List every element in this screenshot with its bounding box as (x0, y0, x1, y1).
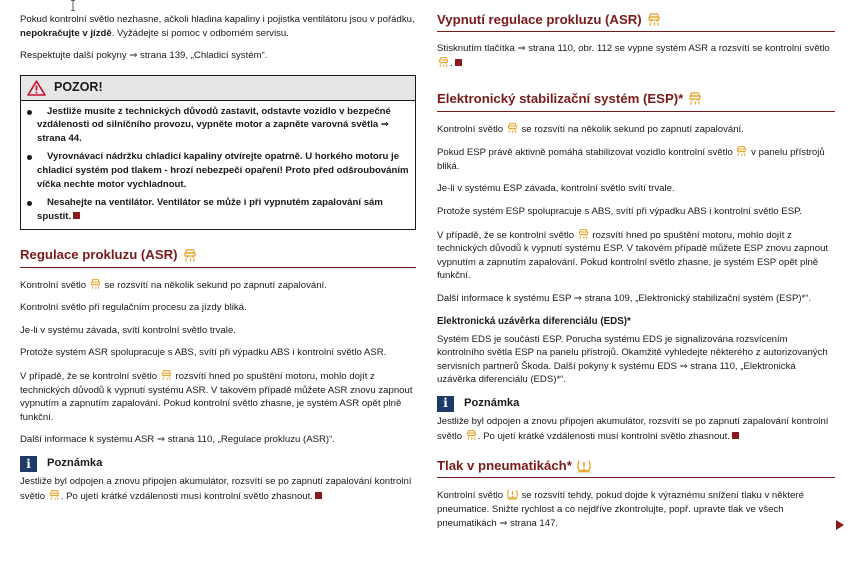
warning-header (21, 76, 415, 101)
right-column (437, 11, 835, 539)
warning-title: POZOR! (54, 79, 103, 94)
left-column (20, 13, 416, 512)
skid-warning-light-icon (646, 12, 662, 27)
info-icon: i (437, 396, 454, 412)
esp-paragraph: Kontrolní světlo se rozsvítí na několik sekund po zapnutí zapalování. (437, 123, 744, 135)
asr-paragraph: V případě, že se kontrolní světlo rozsvítí hned po spuštění motoru, mohlo dojít z technických důvodů k vypnutí systému ASR. V takovém případě můžete ASR znovu zapnout vypnutím a zapnutím zapalování. Pokud kontrolní světlo zhasne, je systém ASR opět plně funkční. (20, 371, 413, 423)
bullet-icon (27, 201, 32, 206)
asr-reference: Další informace k systému ASR ⇒ strana 110, „Regulace prokluzu (ASR)“. (20, 434, 335, 446)
esp-reference: Další informace k systému ESP ⇒ strana 109, „Elektronický stabilizační systém (ESP)*“. (437, 293, 812, 305)
warning-item: Vyrovnávací nádržku chladicí kapaliny otvírejte opatrně. U horkého motoru je chladicí systém pod tlakem - hrozí nebezpečí opaření! Proto před odšroubováním víčka nechte motor vychladnout. (27, 150, 409, 191)
intro-paragraph-2: Respektujte další pokyny ⇒ strana 139, „Chladicí systém“. (20, 50, 268, 62)
tyre-pressure-light-icon (576, 458, 592, 473)
asr-paragraph: Kontrolní světlo při regulačním procesu za jízdy bliká. (20, 302, 247, 314)
section-heading-tyre-pressure: Tlak v pneumatikách* (437, 457, 835, 478)
skid-warning-light-icon (437, 56, 450, 68)
subheading-eds: Elektronická uzávěrka diferenciálu (EDS)* (437, 315, 631, 327)
note-header (20, 456, 416, 472)
section-heading-asr-off: Vypnutí regulace prokluzu (ASR) (437, 11, 835, 32)
skid-warning-light-icon (89, 278, 102, 290)
esp-paragraph: Protože systém ESP spolupracuje s ABS, svítí při výpadku ABS i kontrolní světlo ESP. (437, 205, 802, 217)
next-page-arrow-icon[interactable] (836, 520, 844, 530)
asr-off-paragraph: Stisknutím tlačítka ⇒ strana 110, obr. 112 se vypne systém ASR a rozsvítí se kontrolní světlo . (437, 43, 830, 69)
asr-paragraph: Je-li v systému závada, svítí kontrolní světlo trvale. (20, 324, 236, 336)
warning-item: Jestliže musíte z technických důvodů zastavit, odstavte vozidlo v bezpečné vzdálenosti od silničního provozu, vypněte motor a zapněte varovná světla ⇒ strana 44. (27, 105, 409, 146)
text-cursor-icon (70, 0, 76, 11)
skid-warning-light-icon (506, 122, 519, 134)
asr-paragraph: Kontrolní světlo se rozsvítí na několik sekund po zapnutí zapalování. (20, 279, 327, 291)
esp-paragraph: Je-li v systému ESP závada, kontrolní světlo svítí trvale. (437, 183, 675, 195)
section-heading-esp: Elektronický stabilizační systém (ESP)* (437, 90, 835, 111)
section-end-marker (73, 212, 80, 219)
note-text: Jestliže byl odpojen a znovu připojen akumulátor, rozsvítí se po zapnutí zapalování kontrolní světlo . Po ujetí krátké vzdálenosti musí kontrolní světlo zhasnout. (20, 476, 412, 502)
note-title: Poznámka (464, 397, 520, 410)
skid-warning-light-icon (735, 145, 748, 157)
section-end-marker (732, 432, 739, 439)
warning-box (20, 75, 416, 231)
section-heading-asr: Regulace prokluzu (ASR) (20, 246, 416, 267)
info-icon: i (20, 456, 37, 472)
skid-warning-light-icon (182, 248, 198, 263)
bullet-icon (27, 110, 32, 115)
note-text: Jestliže byl odpojen a znovu připojen akumulátor, rozsvítí se po zapnutí zapalování kontrolní světlo . Po ujetí krátké vzdálenosti musí kontrolní světlo zhasnout. (437, 415, 829, 442)
warning-item: Nesahejte na ventilátor. Ventilátor se může i při vypnutém zapalování sám spustit. (27, 196, 409, 223)
esp-paragraph: V případě, že se kontrolní světlo rozsvítí hned po spuštění motoru, mohlo dojít z technických důvodů k vypnutí systému ESP. V takovém případě můžete ESP znovu zapnout vypnutím a zapnutím zapalování. Pokud kontrolní světlo zhasne, je systém ESP opět plně funkční. (437, 229, 829, 282)
bullet-icon (27, 155, 32, 160)
tyre-pressure-light-icon (506, 488, 519, 500)
section-end-marker (315, 492, 322, 499)
skid-warning-light-icon (465, 429, 478, 441)
intro-emphasis: nepokračujte v jízdě (20, 27, 112, 39)
intro-paragraph-1: Pokud kontrolní světlo nezhasne, ačkoli hladina kapaliny i pojistka ventilátoru jsou v pořádku, nepokračujte v jízdě. Vyžádejte si pomoc v odborném servisu. (20, 14, 415, 39)
skid-warning-light-icon (577, 228, 590, 240)
note-header (437, 396, 835, 412)
skid-warning-light-icon (160, 369, 173, 381)
warning-triangle-icon (27, 80, 46, 96)
warning-body (21, 101, 415, 230)
esp-paragraph: Pokud ESP právě aktivně pomáhá stabilizovat vozidlo kontrolní světlo v panelu přístrojů bliká. (437, 147, 825, 172)
tyre-paragraph: Kontrolní světlo se rozsvítí tehdy, pokud dojde k výraznému snížení tlaku v některé pneumatice. Snižte rychlost a co nejdříve zkontrolujte, popř. upravte tlak ve všech pneumatikách ⇒ strana 147. (437, 490, 804, 529)
note-title: Poznámka (47, 457, 103, 470)
asr-paragraph: Protože systém ASR spolupracuje s ABS, svítí při výpadku ABS i kontrolní světlo ASR. (20, 347, 387, 359)
skid-warning-light-icon (687, 91, 703, 106)
eds-paragraph: Systém EDS je součástí ESP. Porucha systému EDS je signalizována rozsvícením kontrolního světla ESP na panelu přístrojů. Okamžitě vyhledejte některého z autorizovaných servisních partnerů Škoda. Další pokyny k systému EDS ⇒ strana 110, „Elektronická uzávěrka diferenciálu (EDS)*“. (437, 333, 828, 386)
skid-warning-light-icon (48, 489, 61, 501)
section-end-marker (455, 59, 462, 66)
